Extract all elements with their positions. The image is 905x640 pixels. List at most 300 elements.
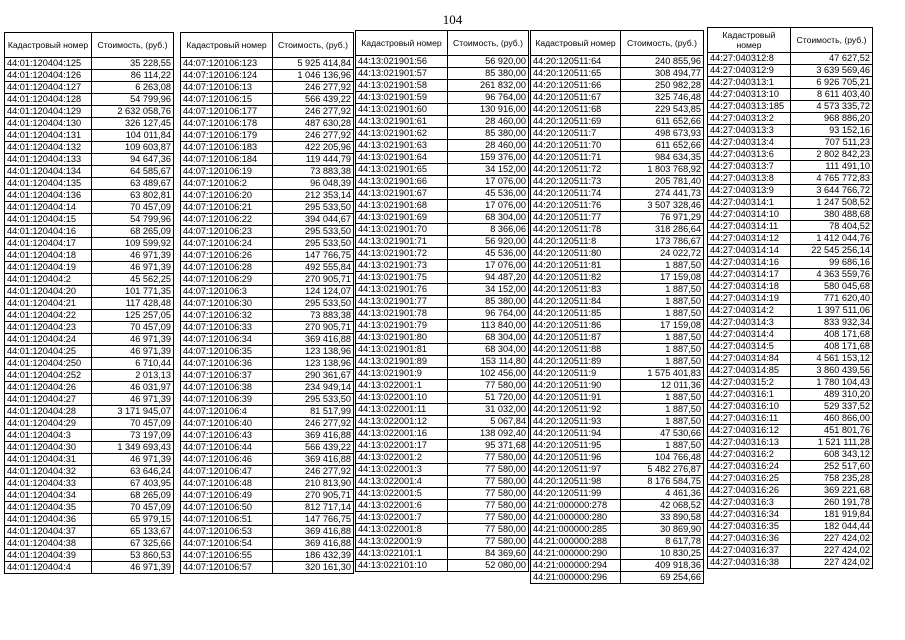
cost-cell: 181 919,84 bbox=[791, 509, 873, 521]
cadastral-number-cell: 44:07:120106:183 bbox=[181, 142, 273, 154]
cost-cell: 124 124,07 bbox=[273, 286, 354, 298]
table-row bbox=[531, 476, 704, 488]
table-row bbox=[531, 572, 704, 584]
table-row bbox=[708, 269, 873, 281]
cost-cell: 153 114,80 bbox=[448, 356, 529, 368]
cost-cell: 984 634,35 bbox=[621, 152, 704, 164]
cost-cell: 77 580,00 bbox=[448, 476, 529, 488]
table-row bbox=[356, 428, 529, 440]
cadastral-number-cell: 44:01:120404:17 bbox=[5, 238, 92, 250]
cost-cell: 3 639 569,46 bbox=[791, 65, 873, 77]
cadastral-number-cell: 44:07:120106:49 bbox=[181, 490, 273, 502]
table-row bbox=[708, 89, 873, 101]
cadastral-number-cell: 44:27:040313:1 bbox=[708, 77, 791, 89]
cadastral-number-cell: 44:27:040313:4 bbox=[708, 137, 791, 149]
table-row bbox=[181, 130, 354, 142]
cost-cell: 295 533,50 bbox=[273, 298, 354, 310]
cost-cell: 250 982,28 bbox=[621, 80, 704, 92]
table-row bbox=[5, 166, 174, 178]
table-row bbox=[5, 382, 174, 394]
cost-cell: 45 562,25 bbox=[92, 274, 174, 286]
table-row bbox=[531, 332, 704, 344]
cadastral-number-cell: 44:13:021901:9 bbox=[356, 368, 448, 380]
table-row bbox=[5, 310, 174, 322]
cost-cell: 94 647,36 bbox=[92, 154, 174, 166]
table-row bbox=[356, 200, 529, 212]
cost-cell: 1 575 401,83 bbox=[621, 368, 704, 380]
table-row bbox=[708, 437, 873, 449]
cost-cell: 812 717,14 bbox=[273, 502, 354, 514]
table-row bbox=[356, 56, 529, 68]
table-row bbox=[181, 370, 354, 382]
table-row bbox=[708, 545, 873, 557]
table-row bbox=[5, 106, 174, 118]
cadastral-number-cell: 44:01:120404:20 bbox=[5, 286, 92, 298]
cost-cell: 212 353,14 bbox=[273, 190, 354, 202]
cost-cell: 1 887,50 bbox=[621, 356, 704, 368]
cost-cell: 56 920,00 bbox=[448, 56, 529, 68]
table-row bbox=[708, 473, 873, 485]
table-row bbox=[531, 500, 704, 512]
cadastral-number-cell: 44:20:120511:66 bbox=[531, 80, 621, 92]
cadastral-number-cell: 44:13:021901:58 bbox=[356, 80, 448, 92]
cadastral-number-cell: 44:27:040314:1 bbox=[708, 197, 791, 209]
table-row bbox=[708, 317, 873, 329]
table-row bbox=[181, 406, 354, 418]
cost-cell: 54 799,96 bbox=[92, 214, 174, 226]
cadastral-number-cell: 44:13:022001:8 bbox=[356, 524, 448, 536]
table-row bbox=[708, 53, 873, 65]
cost-cell: 2 802 842,23 bbox=[791, 149, 873, 161]
cost-cell: 246 277,92 bbox=[273, 130, 354, 142]
cadastral-number-cell: 44:21:000000:285 bbox=[531, 524, 621, 536]
table-row bbox=[5, 346, 174, 358]
cost-cell: 77 580,00 bbox=[448, 488, 529, 500]
cost-cell: 77 580,00 bbox=[448, 380, 529, 392]
cadastral-number-cell: 44:27:040316:24 bbox=[708, 461, 791, 473]
cadastral-number-cell: 44:01:120404:25 bbox=[5, 346, 92, 358]
cadastral-number-cell: 44:07:120106:36 bbox=[181, 358, 273, 370]
cadastral-number-cell: 44:27:040316:34 bbox=[708, 509, 791, 521]
table-row bbox=[356, 500, 529, 512]
cost-cell: 54 799,96 bbox=[92, 94, 174, 106]
cost-cell: 261 832,00 bbox=[448, 80, 529, 92]
table-row bbox=[356, 104, 529, 116]
table-row bbox=[181, 154, 354, 166]
cost-cell: 325 746,48 bbox=[621, 92, 704, 104]
cost-cell: 56 920,00 bbox=[448, 236, 529, 248]
cost-table-5 bbox=[707, 27, 873, 569]
table-row bbox=[531, 272, 704, 284]
cost-cell: 270 905,71 bbox=[273, 490, 354, 502]
cost-cell: 1 046 136,96 bbox=[273, 70, 354, 82]
table-row bbox=[531, 164, 704, 176]
cadastral-number-cell: 44:13:021901:60 bbox=[356, 104, 448, 116]
table-row bbox=[181, 238, 354, 250]
cadastral-number-cell: 44:13:021901:70 bbox=[356, 224, 448, 236]
cadastral-number-cell: 44:27:040314:11 bbox=[708, 221, 791, 233]
table-row bbox=[531, 404, 704, 416]
cadastral-number-cell: 44:27:040313:9 bbox=[708, 185, 791, 197]
cadastral-number-cell: 44:07:120106:19 bbox=[181, 166, 273, 178]
cadastral-number-cell: 44:01:120404:134 bbox=[5, 166, 92, 178]
cost-cell: 492 555,84 bbox=[273, 262, 354, 274]
cadastral-number-cell: 44:07:120106:44 bbox=[181, 442, 273, 454]
table-row bbox=[708, 173, 873, 185]
cadastral-number-cell: 44:27:040314:85 bbox=[708, 365, 791, 377]
cost-cell: 3 507 328,46 bbox=[621, 200, 704, 212]
cost-cell: 76 971,29 bbox=[621, 212, 704, 224]
cadastral-number-cell: 44:20:120511:8 bbox=[531, 236, 621, 248]
cost-table-4 bbox=[530, 30, 704, 584]
cost-cell: 65 979,15 bbox=[92, 514, 174, 526]
cost-cell: 1 887,50 bbox=[621, 392, 704, 404]
cadastral-number-cell: 44:01:120404:33 bbox=[5, 478, 92, 490]
cadastral-number-cell: 44:27:040314:84 bbox=[708, 353, 791, 365]
table-row bbox=[531, 296, 704, 308]
cadastral-number-cell: 44:07:120106:177 bbox=[181, 106, 273, 118]
table-row bbox=[531, 92, 704, 104]
cadastral-number-cell: 44:01:120404:16 bbox=[5, 226, 92, 238]
table-header-row bbox=[181, 33, 354, 58]
table-row bbox=[181, 94, 354, 106]
table-row bbox=[531, 428, 704, 440]
header-cost: Стоимость, (руб.) bbox=[92, 33, 174, 58]
cost-cell: 210 813,90 bbox=[273, 478, 354, 490]
table-row bbox=[5, 214, 174, 226]
cadastral-number-cell: 44:07:120106:178 bbox=[181, 118, 273, 130]
table-row bbox=[356, 176, 529, 188]
cadastral-number-cell: 44:13:022101:1 bbox=[356, 548, 448, 560]
cost-cell: 99 686,16 bbox=[791, 257, 873, 269]
cadastral-number-cell: 44:20:120511:97 bbox=[531, 464, 621, 476]
cost-cell: 5 925 414,84 bbox=[273, 58, 354, 70]
cadastral-number-cell: 44:27:040314:3 bbox=[708, 317, 791, 329]
cadastral-number-cell: 44:01:120404:22 bbox=[5, 310, 92, 322]
cost-cell: 46 971,39 bbox=[92, 562, 174, 574]
cost-cell: 229 543,85 bbox=[621, 104, 704, 116]
cadastral-number-cell: 44:13:021901:81 bbox=[356, 344, 448, 356]
table-row bbox=[5, 130, 174, 142]
cost-cell: 109 599,92 bbox=[92, 238, 174, 250]
cost-cell: 182 044,44 bbox=[791, 521, 873, 533]
cadastral-number-cell: 44:07:120106:2 bbox=[181, 178, 273, 190]
table-row bbox=[5, 478, 174, 490]
cadastral-number-cell: 44:27:040316:2 bbox=[708, 449, 791, 461]
cadastral-number-cell: 44:20:120511:77 bbox=[531, 212, 621, 224]
cost-cell: 52 080,00 bbox=[448, 560, 529, 572]
cadastral-number-cell: 44:20:120511:73 bbox=[531, 176, 621, 188]
table-row bbox=[5, 562, 174, 574]
cost-cell: 529 337,52 bbox=[791, 401, 873, 413]
cost-cell: 95 371,68 bbox=[448, 440, 529, 452]
cost-cell: 67 325,66 bbox=[92, 538, 174, 550]
cost-cell: 186 432,39 bbox=[273, 550, 354, 562]
table-row bbox=[181, 190, 354, 202]
cost-cell: 1 887,50 bbox=[621, 260, 704, 272]
table-row bbox=[5, 58, 174, 70]
cost-cell: 68 304,00 bbox=[448, 212, 529, 224]
cost-cell: 45 536,00 bbox=[448, 188, 529, 200]
table-row bbox=[708, 77, 873, 89]
cost-cell: 369 416,88 bbox=[273, 430, 354, 442]
cost-cell: 73 197,09 bbox=[92, 430, 174, 442]
cost-cell: 566 439,22 bbox=[273, 94, 354, 106]
cost-cell: 104 766,48 bbox=[621, 452, 704, 464]
table-row bbox=[531, 536, 704, 548]
cadastral-number-cell: 44:01:120404:36 bbox=[5, 514, 92, 526]
cadastral-number-cell: 44:01:120404:27 bbox=[5, 394, 92, 406]
table-row bbox=[708, 293, 873, 305]
cadastral-number-cell: 44:07:120106:46 bbox=[181, 454, 273, 466]
cost-cell: 1 521 111,28 bbox=[791, 437, 873, 449]
table-row bbox=[5, 322, 174, 334]
table-row bbox=[531, 464, 704, 476]
table-row bbox=[181, 502, 354, 514]
cost-cell: 1 887,50 bbox=[621, 332, 704, 344]
cost-cell: 173 786,67 bbox=[621, 236, 704, 248]
cadastral-number-cell: 44:01:120404:126 bbox=[5, 70, 92, 82]
cadastral-number-cell: 44:27:040313:7 bbox=[708, 161, 791, 173]
cadastral-number-cell: 44:20:120511:70 bbox=[531, 140, 621, 152]
cost-cell: 8 366,06 bbox=[448, 224, 529, 236]
cost-cell: 369 416,88 bbox=[273, 334, 354, 346]
cost-cell: 47 627,52 bbox=[791, 53, 873, 65]
cost-cell: 246 277,92 bbox=[273, 466, 354, 478]
cost-cell: 73 883,38 bbox=[273, 310, 354, 322]
cadastral-number-cell: 44:07:120106:21 bbox=[181, 202, 273, 214]
table-row bbox=[708, 413, 873, 425]
cadastral-number-cell: 44:27:040313:8 bbox=[708, 173, 791, 185]
table-row bbox=[356, 548, 529, 560]
cost-cell: 93 152,16 bbox=[791, 125, 873, 137]
cadastral-number-cell: 44:13:021901:69 bbox=[356, 212, 448, 224]
table-row bbox=[181, 118, 354, 130]
cadastral-number-cell: 44:27:040316:36 bbox=[708, 533, 791, 545]
cost-cell: 1 887,50 bbox=[621, 416, 704, 428]
cadastral-number-cell: 44:13:021901:61 bbox=[356, 116, 448, 128]
cadastral-number-cell: 44:20:120511:94 bbox=[531, 428, 621, 440]
cost-cell: 65 133,67 bbox=[92, 526, 174, 538]
cadastral-number-cell: 44:13:021901:59 bbox=[356, 92, 448, 104]
cost-cell: 138 092,40 bbox=[448, 428, 529, 440]
cadastral-number-cell: 44:01:120404:18 bbox=[5, 250, 92, 262]
cadastral-number-cell: 44:07:120106:124 bbox=[181, 70, 273, 82]
cadastral-number-cell: 44:07:120106:50 bbox=[181, 502, 273, 514]
header-cadastral-number: Кадастровый номер bbox=[356, 31, 448, 56]
cost-cell: 369 416,88 bbox=[273, 454, 354, 466]
table-row bbox=[708, 245, 873, 257]
cadastral-number-cell: 44:27:040314:12 bbox=[708, 233, 791, 245]
cadastral-number-cell: 44:13:021901:62 bbox=[356, 128, 448, 140]
cost-cell: 246 277,92 bbox=[273, 106, 354, 118]
header-cost: Стоимость, (руб.) bbox=[791, 28, 873, 53]
cost-cell: 34 152,00 bbox=[448, 284, 529, 296]
cost-cell: 109 603,87 bbox=[92, 142, 174, 154]
table-row bbox=[708, 365, 873, 377]
cost-cell: 274 441,73 bbox=[621, 188, 704, 200]
table-row bbox=[531, 128, 704, 140]
cadastral-number-cell: 44:13:021901:72 bbox=[356, 248, 448, 260]
cadastral-number-cell: 44:21:000000:288 bbox=[531, 536, 621, 548]
cadastral-number-cell: 44:01:120404:14 bbox=[5, 202, 92, 214]
cost-cell: 159 376,00 bbox=[448, 152, 529, 164]
table-row bbox=[356, 188, 529, 200]
cost-cell: 10 830,25 bbox=[621, 548, 704, 560]
cost-cell: 4 573 335,72 bbox=[791, 101, 873, 113]
cadastral-number-cell: 44:01:120404:23 bbox=[5, 322, 92, 334]
table-row bbox=[356, 320, 529, 332]
table-row bbox=[708, 401, 873, 413]
cost-cell: 24 022,72 bbox=[621, 248, 704, 260]
cost-cell: 46 031,97 bbox=[92, 382, 174, 394]
cadastral-number-cell: 44:13:022001:17 bbox=[356, 440, 448, 452]
table-row bbox=[531, 248, 704, 260]
cost-cell: 8 176 584,75 bbox=[621, 476, 704, 488]
cadastral-number-cell: 44:01:120404:127 bbox=[5, 82, 92, 94]
cadastral-number-cell: 44:01:120404:37 bbox=[5, 526, 92, 538]
cost-cell: 290 361,67 bbox=[273, 370, 354, 382]
table-row bbox=[181, 394, 354, 406]
cost-cell: 68 265,09 bbox=[92, 226, 174, 238]
cadastral-number-cell: 44:20:120511:88 bbox=[531, 344, 621, 356]
cost-cell: 460 866,00 bbox=[791, 413, 873, 425]
cadastral-number-cell: 44:13:022001:4 bbox=[356, 476, 448, 488]
cadastral-number-cell: 44:01:120404:4 bbox=[5, 562, 92, 574]
cadastral-number-cell: 44:27:040314:17 bbox=[708, 269, 791, 281]
table-header-row bbox=[531, 31, 704, 56]
cost-cell: 270 905,71 bbox=[273, 274, 354, 286]
cost-cell: 81 517,99 bbox=[273, 406, 354, 418]
cost-cell: 451 801,76 bbox=[791, 425, 873, 437]
cost-cell: 46 971,39 bbox=[92, 346, 174, 358]
table-header-row bbox=[708, 28, 873, 53]
cadastral-number-cell: 44:07:120106:55 bbox=[181, 550, 273, 562]
table-row bbox=[708, 65, 873, 77]
table-row bbox=[5, 154, 174, 166]
cadastral-number-cell: 44:13:022001:10 bbox=[356, 392, 448, 404]
cost-cell: 246 277,92 bbox=[273, 82, 354, 94]
cost-cell: 17 076,00 bbox=[448, 200, 529, 212]
table-row bbox=[531, 224, 704, 236]
header-cost: Стоимость, (руб.) bbox=[448, 31, 529, 56]
table-header-row bbox=[356, 31, 529, 56]
cadastral-number-cell: 44:20:120511:71 bbox=[531, 152, 621, 164]
table-row bbox=[181, 106, 354, 118]
cost-cell: 3 171 945,07 bbox=[92, 406, 174, 418]
cost-cell: 1 887,50 bbox=[621, 296, 704, 308]
cadastral-number-cell: 44:01:120404:250 bbox=[5, 358, 92, 370]
cost-cell: 4 765 772,83 bbox=[791, 173, 873, 185]
cost-cell: 1 803 768,92 bbox=[621, 164, 704, 176]
table-row bbox=[5, 262, 174, 274]
cost-cell: 320 161,30 bbox=[273, 562, 354, 574]
table-row bbox=[708, 389, 873, 401]
cost-cell: 487 630,28 bbox=[273, 118, 354, 130]
cost-cell: 1 412 044,76 bbox=[791, 233, 873, 245]
cost-cell: 33 890,58 bbox=[621, 512, 704, 524]
cost-cell: 240 855,96 bbox=[621, 56, 704, 68]
header-cadastral-number: Кадастровый номер bbox=[708, 28, 791, 53]
cadastral-number-cell: 44:01:120404:39 bbox=[5, 550, 92, 562]
table-row bbox=[356, 404, 529, 416]
table-row bbox=[5, 442, 174, 454]
table-row bbox=[531, 512, 704, 524]
cadastral-number-cell: 44:21:000000:278 bbox=[531, 500, 621, 512]
table-row bbox=[531, 140, 704, 152]
cadastral-number-cell: 44:01:120404:15 bbox=[5, 214, 92, 226]
cadastral-number-cell: 44:27:040314:19 bbox=[708, 293, 791, 305]
table-row bbox=[181, 262, 354, 274]
cost-cell: 17 159,08 bbox=[621, 320, 704, 332]
cadastral-number-cell: 44:20:120511:76 bbox=[531, 200, 621, 212]
cadastral-number-cell: 44:20:120511:90 bbox=[531, 380, 621, 392]
cadastral-number-cell: 44:01:120404:131 bbox=[5, 130, 92, 142]
table-row bbox=[356, 476, 529, 488]
table-row bbox=[356, 116, 529, 128]
table-row bbox=[356, 284, 529, 296]
cost-cell: 1 887,50 bbox=[621, 308, 704, 320]
table-row bbox=[5, 226, 174, 238]
cadastral-number-cell: 44:13:021901:78 bbox=[356, 308, 448, 320]
cadastral-number-cell: 44:27:040316:13 bbox=[708, 437, 791, 449]
cadastral-number-cell: 44:13:021901:71 bbox=[356, 236, 448, 248]
cadastral-number-cell: 44:07:120106:33 bbox=[181, 322, 273, 334]
cost-cell: 77 580,00 bbox=[448, 464, 529, 476]
cost-cell: 227 424,02 bbox=[791, 557, 873, 569]
table-row bbox=[356, 356, 529, 368]
table-row bbox=[5, 502, 174, 514]
cost-cell: 1 887,50 bbox=[621, 284, 704, 296]
cost-cell: 369 221,68 bbox=[791, 485, 873, 497]
cadastral-number-cell: 44:27:040316:37 bbox=[708, 545, 791, 557]
cadastral-number-cell: 44:20:120511:84 bbox=[531, 296, 621, 308]
cadastral-number-cell: 44:27:040313:10 bbox=[708, 89, 791, 101]
table-row bbox=[708, 149, 873, 161]
table-row bbox=[356, 560, 529, 572]
cadastral-number-cell: 44:20:120511:68 bbox=[531, 104, 621, 116]
table-row bbox=[531, 308, 704, 320]
cost-cell: 69 254,66 bbox=[621, 572, 704, 584]
cost-cell: 422 205,96 bbox=[273, 142, 354, 154]
cost-cell: 6 710,44 bbox=[92, 358, 174, 370]
table-row bbox=[708, 101, 873, 113]
table-row bbox=[181, 514, 354, 526]
table-row bbox=[181, 442, 354, 454]
cost-cell: 1 887,50 bbox=[621, 440, 704, 452]
table-row bbox=[5, 286, 174, 298]
table-row bbox=[531, 152, 704, 164]
cost-cell: 318 286,64 bbox=[621, 224, 704, 236]
table-row bbox=[356, 92, 529, 104]
table-row bbox=[181, 538, 354, 550]
table-row bbox=[708, 125, 873, 137]
cost-cell: 17 076,00 bbox=[448, 260, 529, 272]
table-row bbox=[181, 478, 354, 490]
cost-cell: 119 444,79 bbox=[273, 154, 354, 166]
cost-cell: 63 646,24 bbox=[92, 466, 174, 478]
table-row bbox=[5, 526, 174, 538]
cadastral-number-cell: 44:07:120106:34 bbox=[181, 334, 273, 346]
table-row bbox=[181, 310, 354, 322]
table-row bbox=[181, 550, 354, 562]
table-row bbox=[5, 274, 174, 286]
table-row bbox=[181, 418, 354, 430]
cost-cell: 2 632 058,76 bbox=[92, 106, 174, 118]
cadastral-number-cell: 44:13:022001:7 bbox=[356, 512, 448, 524]
cadastral-number-cell: 44:27:040313:185 bbox=[708, 101, 791, 113]
cadastral-number-cell: 44:13:022001:3 bbox=[356, 464, 448, 476]
